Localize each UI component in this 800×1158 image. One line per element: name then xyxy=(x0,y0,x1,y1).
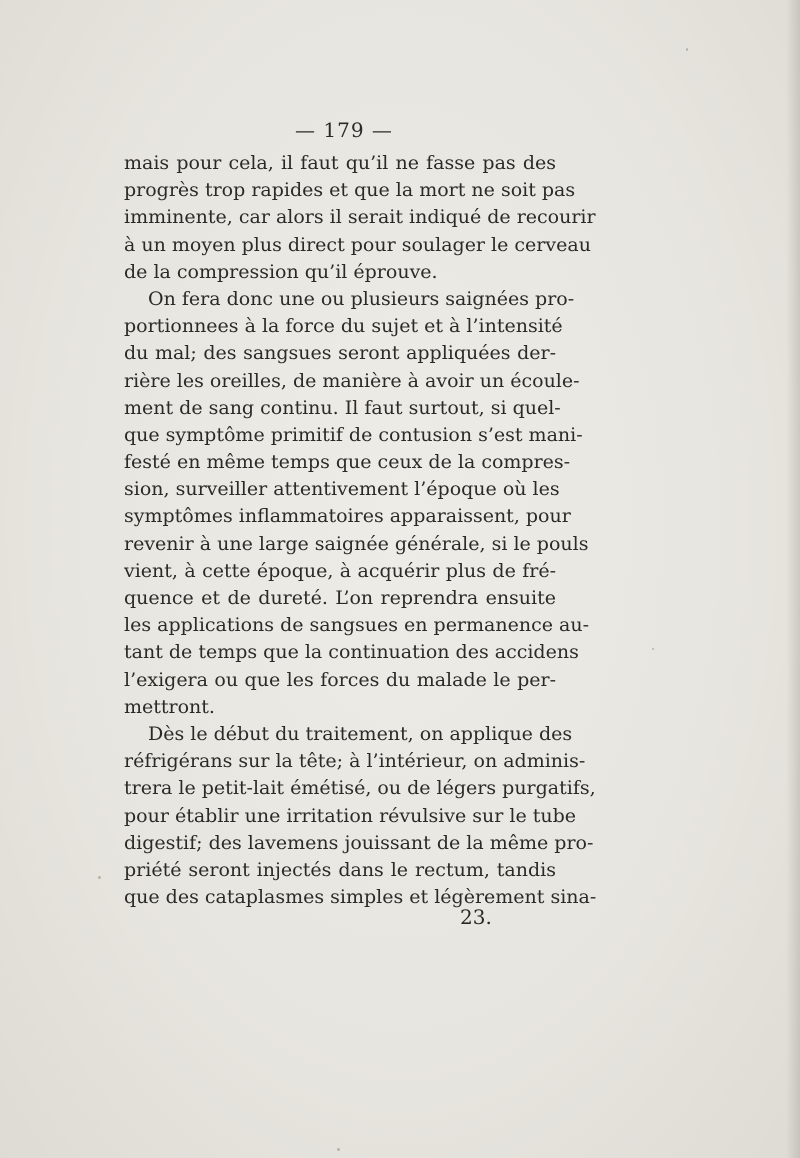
paper-speck xyxy=(337,1148,340,1151)
text-line: du mal; des sangsues seront appliquées der- xyxy=(124,342,556,365)
text-line: sion, surveiller attentivement l’époque où les xyxy=(124,478,560,501)
text-line: portionnees à la force du sujet et à l’intensité xyxy=(124,315,563,338)
page-edge-shadow xyxy=(786,0,800,1158)
text-line: revenir à une large saignée générale, si le pouls xyxy=(124,532,589,555)
text-line: festé en même temps que ceux de la compres- xyxy=(124,451,571,474)
text-line: progrès trop rapides et que la mort ne soit pas xyxy=(124,179,576,202)
text-line: priété seront injectés dans le rectum, tandis xyxy=(124,858,556,881)
text-line: Dès le début du traitement, on applique des xyxy=(148,722,573,745)
text-line: à un moyen plus direct pour soulager le cerveau xyxy=(124,233,591,256)
text-line: que symptôme primitif de contusion s’est mani- xyxy=(124,423,583,446)
paper-speck xyxy=(98,876,101,879)
page-number: — 179 — xyxy=(295,118,393,142)
body-text xyxy=(124,150,597,911)
text-line: réfrigérans sur la tête; à l’intérieur, on adminis- xyxy=(124,750,586,773)
paper-speck xyxy=(686,48,688,51)
text-line: de la compression qu’il éprouve. xyxy=(124,260,438,283)
text-line: rière les oreilles, de manière à avoir un écoule- xyxy=(124,369,580,392)
text-line: vient, à cette époque, à acquérir plus de fré- xyxy=(124,559,556,582)
text-line: digestif; des lavemens jouissant de la même pro- xyxy=(124,831,594,854)
text-line: ment de sang continu. Il faut surtout, si quel- xyxy=(124,396,561,419)
signature-mark: 23. xyxy=(460,905,492,929)
text-line: pour établir une irritation révulsive sur le tube xyxy=(124,804,577,827)
text-line: mais pour cela, il faut qu’il ne fasse pas des xyxy=(124,152,556,174)
text-line: les applications de sangsues en permanence au- xyxy=(124,614,589,637)
paper-speck xyxy=(652,648,654,650)
text-line: l’exigera ou que les forces du malade le per- xyxy=(124,668,556,691)
text-line: tant de temps que la continuation des accidens xyxy=(124,641,579,664)
text-line: On fera donc une ou plusieurs saignées pro- xyxy=(148,287,575,310)
text-line: imminente, car alors il serait indiqué de recourir xyxy=(124,206,596,229)
text-line: que des cataplasmes simples et légèrement sina- xyxy=(124,886,597,909)
text-line: quence et de dureté. L’on reprendra ensuite xyxy=(124,587,556,609)
text-line: symptômes inflammatoires apparaissent, pour xyxy=(124,505,571,528)
text-line: mettront. xyxy=(124,695,215,718)
text-line: trera le petit-lait émétisé, ou de légers purgatifs, xyxy=(124,777,596,800)
